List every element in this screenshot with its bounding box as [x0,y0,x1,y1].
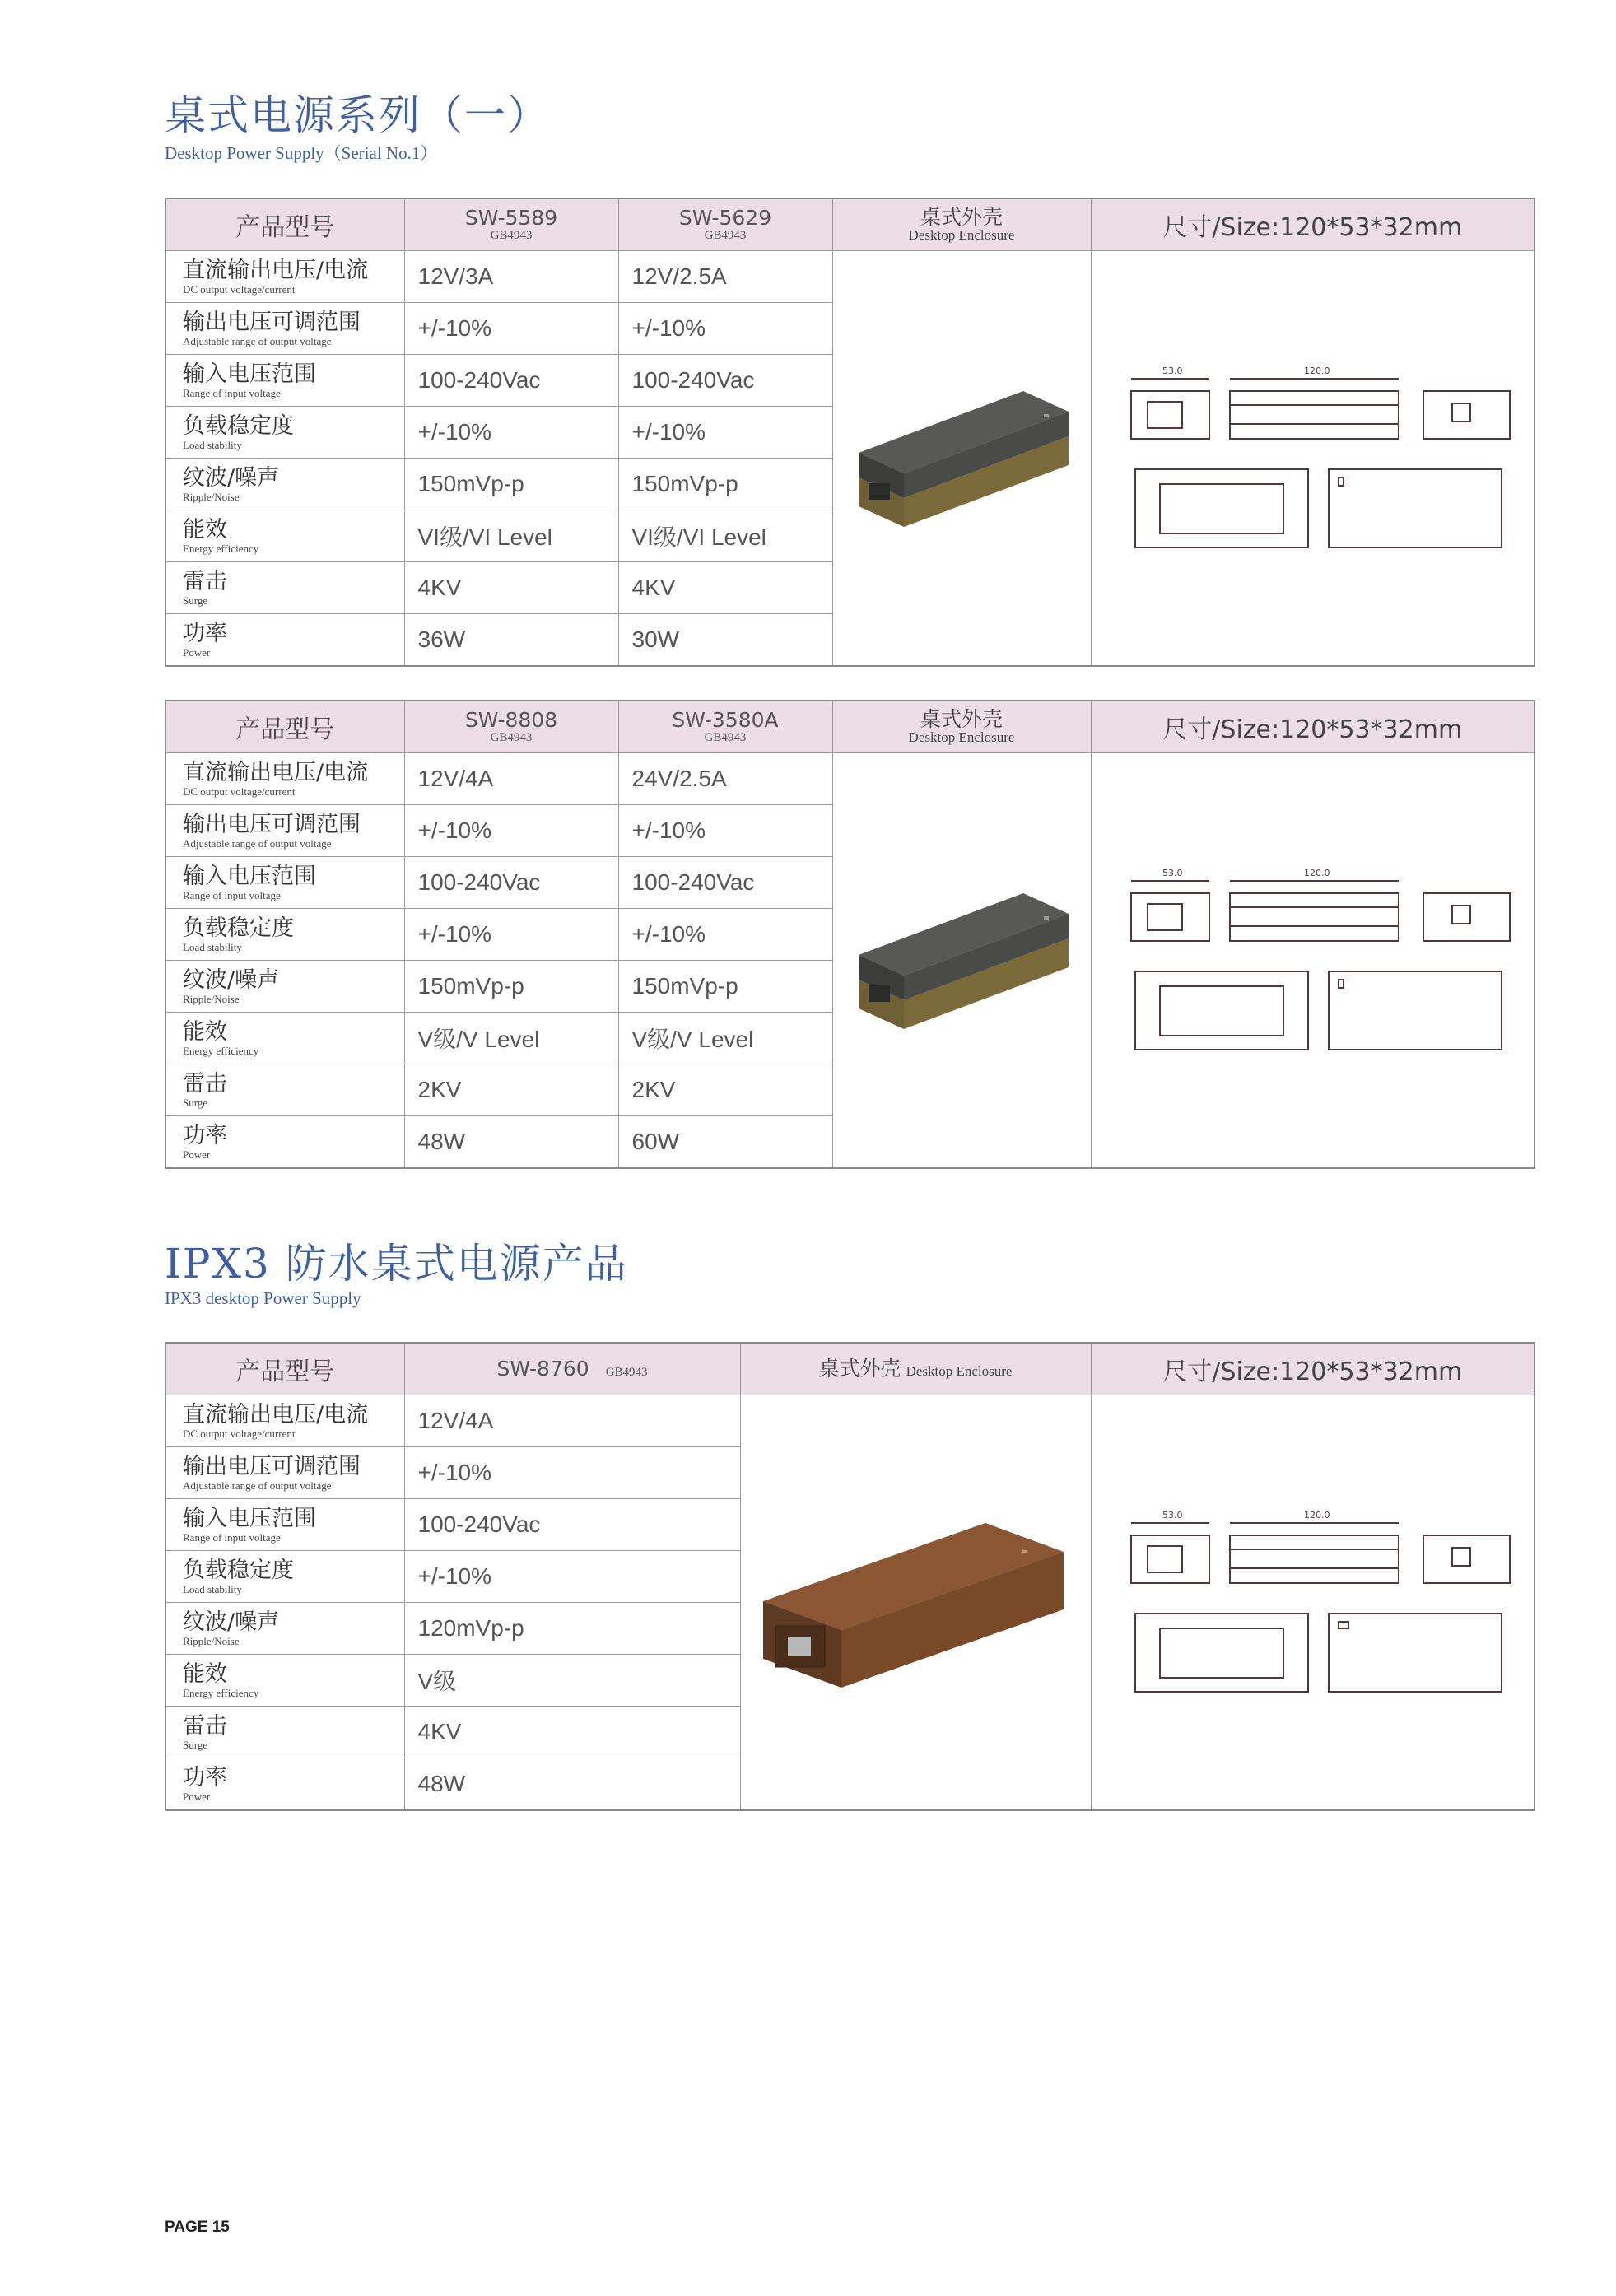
spec-value: VI级/VI Level [618,510,832,562]
table-row [165,1395,1535,1447]
row-label-cn: 直流输出电压/电流 [183,759,369,785]
row-label-en: DC output voltage/current [183,282,296,296]
row-label [165,1758,404,1811]
power-supply-illustration [842,877,1081,1041]
length-dimension: 120.0 [1304,867,1330,878]
width-dimension: 53.0 [1162,365,1183,376]
spec-value: 100-240Vac [404,1499,740,1551]
dimension-drawing [1091,1395,1535,1811]
page-number: PAGE 15 [165,2219,230,2236]
spec-value: +/-10% [404,303,618,355]
table-row [165,251,1535,303]
size-header: 尺寸/Size:120*53*32mm [1091,1343,1535,1395]
product-image [832,753,1091,1169]
spec-value: 150mVp-p [618,961,832,1013]
spec-value: 100-240Vac [618,355,832,407]
table-header-row [165,198,1535,251]
model-standard: GB4943 [490,730,533,744]
row-label-en: Range of input voltage [183,1530,281,1544]
spec-value: 100-240Vac [404,355,618,407]
row-label [165,805,404,857]
row-label [165,753,404,805]
product-image [832,251,1091,667]
row-label [165,251,404,303]
spec-value: 36W [404,614,618,667]
enclosure-header [832,198,1091,251]
enclosure-header [832,701,1091,753]
spec-value: 4KV [404,1707,740,1758]
dimension-drawing [1091,251,1535,667]
product-image [740,1395,1091,1811]
row-label-en: Adjustable range of output voltage [183,334,332,347]
row-label-cn: 输出电压可调范围 [183,811,361,837]
spec-value: 2KV [618,1064,832,1116]
row-label-en: Range of input voltage [183,888,281,901]
row-label-en: DC output voltage/current [183,1427,296,1440]
row-label [165,1603,404,1655]
row-label-cn: 能效 [183,1018,227,1045]
model-header [404,701,618,753]
row-label-en: Adjustable range of output voltage [183,836,332,850]
spec-value: 120mVp-p [404,1603,740,1655]
row-label-cn: 负载稳定度 [183,412,294,439]
spec-value: 150mVp-p [404,459,618,510]
size-header: 尺寸/Size:120*53*32mm [1091,701,1535,753]
spec-value: V级/V Level [618,1013,832,1064]
row-label-en: Surge [183,1738,208,1751]
spec-table-3 [165,1342,1535,1811]
row-label [165,1116,404,1169]
table-row [165,753,1535,805]
row-label-en: Power [183,1790,211,1803]
model-standard: GB4943 [704,730,747,744]
row-label [165,1013,404,1064]
spec-value: V级/V Level [404,1013,618,1064]
row-label [165,1499,404,1551]
model-standard: GB4943 [704,228,747,242]
row-label-en: Ripple/Noise [183,992,240,1005]
model-label: 产品型号 [165,701,404,753]
table-header-row [165,701,1535,753]
technical-drawing [1106,362,1518,552]
row-label [165,355,404,407]
enclosure-label-cn: 桌式外壳 [818,1357,901,1381]
row-label-cn: 纹波/噪声 [183,1609,280,1635]
spec-value: VI级/VI Level [404,510,618,562]
model-standard: GB4943 [605,1366,648,1379]
row-label [165,614,404,667]
technical-drawing [1106,1507,1518,1696]
model-label: 产品型号 [165,198,404,251]
row-label [165,857,404,909]
row-label-cn: 输入电压范围 [183,863,316,889]
spec-value: 12V/3A [404,251,618,303]
row-label-cn: 输入电压范围 [183,361,316,387]
row-label-en: Power [183,645,211,659]
spec-table-2 [165,700,1535,1169]
row-label-en: Energy efficiency [183,1686,259,1699]
model-name: SW-5629 [678,205,772,230]
length-dimension: 120.0 [1304,1509,1330,1521]
technical-drawing [1106,864,1518,1054]
enclosure-label-cn: 桌式外壳 [920,707,1003,731]
row-label-en: Load stability [183,940,242,953]
row-label [165,961,404,1013]
row-label [165,303,404,355]
row-label [165,909,404,961]
model-header [404,198,618,251]
row-label [165,1551,404,1603]
section-title: IPX3 防水桌式电源产品 [165,1240,628,1288]
spec-value: +/-10% [618,407,832,459]
model-name: SW-3580A [672,707,779,732]
spec-value: 24V/2.5A [618,753,832,805]
row-label-cn: 能效 [183,516,227,543]
enclosure-label-en: Desktop Enclosure [908,227,1015,243]
section-title: 桌式电源系列（一） [165,91,550,139]
spec-value: +/-10% [404,805,618,857]
enclosure-header [740,1343,1091,1395]
spec-value: +/-10% [618,303,832,355]
row-label [165,459,404,510]
spec-value: 4KV [618,562,832,614]
size-header: 尺寸/Size:120*53*32mm [1091,198,1535,251]
row-label-cn: 能效 [183,1660,227,1687]
row-label-cn: 纹波/噪声 [183,966,280,993]
row-label [165,1447,404,1499]
spec-value: 100-240Vac [618,857,832,909]
section-subtitle: IPX3 desktop Power Supply [165,1288,361,1308]
row-label [165,1064,404,1116]
spec-value: 30W [618,614,832,667]
table-header-row [165,1343,1535,1395]
model-header [618,701,832,753]
row-label [165,510,404,562]
spec-value: 12V/2.5A [618,251,832,303]
row-label-cn: 输出电压可调范围 [183,1453,361,1479]
row-label-en: Energy efficiency [183,542,259,555]
spec-value: 48W [404,1116,618,1169]
spec-value: +/-10% [618,909,832,961]
row-label [165,562,404,614]
model-header [404,1343,740,1395]
length-dimension: 120.0 [1304,365,1330,376]
spec-value: +/-10% [618,805,832,857]
row-label-cn: 直流输出电压/电流 [183,257,369,283]
row-label-cn: 负载稳定度 [183,915,294,941]
row-label-cn: 雷击 [183,568,227,594]
spec-value: 4KV [404,562,618,614]
row-label-en: Ripple/Noise [183,490,240,503]
width-dimension: 53.0 [1162,1509,1183,1521]
row-label-en: Range of input voltage [183,386,281,399]
row-label-cn: 功率 [183,1122,227,1148]
spec-value: 2KV [404,1064,618,1116]
spec-value: 12V/4A [404,1395,740,1447]
row-label-cn: 功率 [183,620,227,646]
spec-value: +/-10% [404,1551,740,1603]
model-name: SW-8808 [464,707,558,732]
row-label-en: Energy efficiency [183,1044,259,1057]
power-supply-illustration [842,375,1081,539]
row-label-cn: 负载稳定度 [183,1557,294,1583]
model-label: 产品型号 [165,1343,404,1395]
spec-value: V级 [404,1655,740,1707]
row-label-en: Load stability [183,438,242,451]
row-label [165,1707,404,1758]
spec-value: 100-240Vac [404,857,618,909]
row-label [165,407,404,459]
enclosure-label-en: Desktop Enclosure [908,729,1015,745]
row-label [165,1395,404,1447]
model-name: SW-5589 [464,205,558,230]
model-standard: GB4943 [490,228,533,242]
spec-value: 48W [404,1758,740,1811]
row-label-en: Surge [183,594,208,607]
row-label-en: Adjustable range of output voltage [183,1479,332,1492]
row-label-cn: 雷击 [183,1070,227,1097]
spec-value: 150mVp-p [618,459,832,510]
row-label [165,1655,404,1707]
model-name: SW-8760 [496,1357,589,1381]
row-label-en: Ripple/Noise [183,1634,240,1647]
spec-value: 150mVp-p [404,961,618,1013]
row-label-cn: 输入电压范围 [183,1505,316,1531]
spec-value: 12V/4A [404,753,618,805]
row-label-en: Surge [183,1096,208,1109]
row-label-en: DC output voltage/current [183,785,296,798]
spec-value: +/-10% [404,1447,740,1499]
dimension-drawing [1091,753,1535,1169]
width-dimension: 53.0 [1162,867,1183,878]
section-subtitle: Desktop Power Supply（Serial No.1） [165,143,438,163]
row-label-cn: 功率 [183,1764,227,1791]
spec-value: +/-10% [404,909,618,961]
enclosure-label-en: Desktop Enclosure [906,1363,1013,1379]
model-header [618,198,832,251]
ipx3-power-supply-illustration [751,1502,1080,1700]
row-label-cn: 雷击 [183,1712,227,1739]
row-label-cn: 纹波/噪声 [183,464,280,491]
spec-value: 60W [618,1116,832,1169]
enclosure-label-cn: 桌式外壳 [920,205,1003,229]
row-label-en: Power [183,1148,211,1161]
spec-table-1 [165,198,1535,667]
row-label-cn: 直流输出电压/电流 [183,1401,369,1427]
row-label-en: Load stability [183,1582,242,1595]
spec-value: +/-10% [404,407,618,459]
row-label-cn: 输出电压可调范围 [183,309,361,335]
